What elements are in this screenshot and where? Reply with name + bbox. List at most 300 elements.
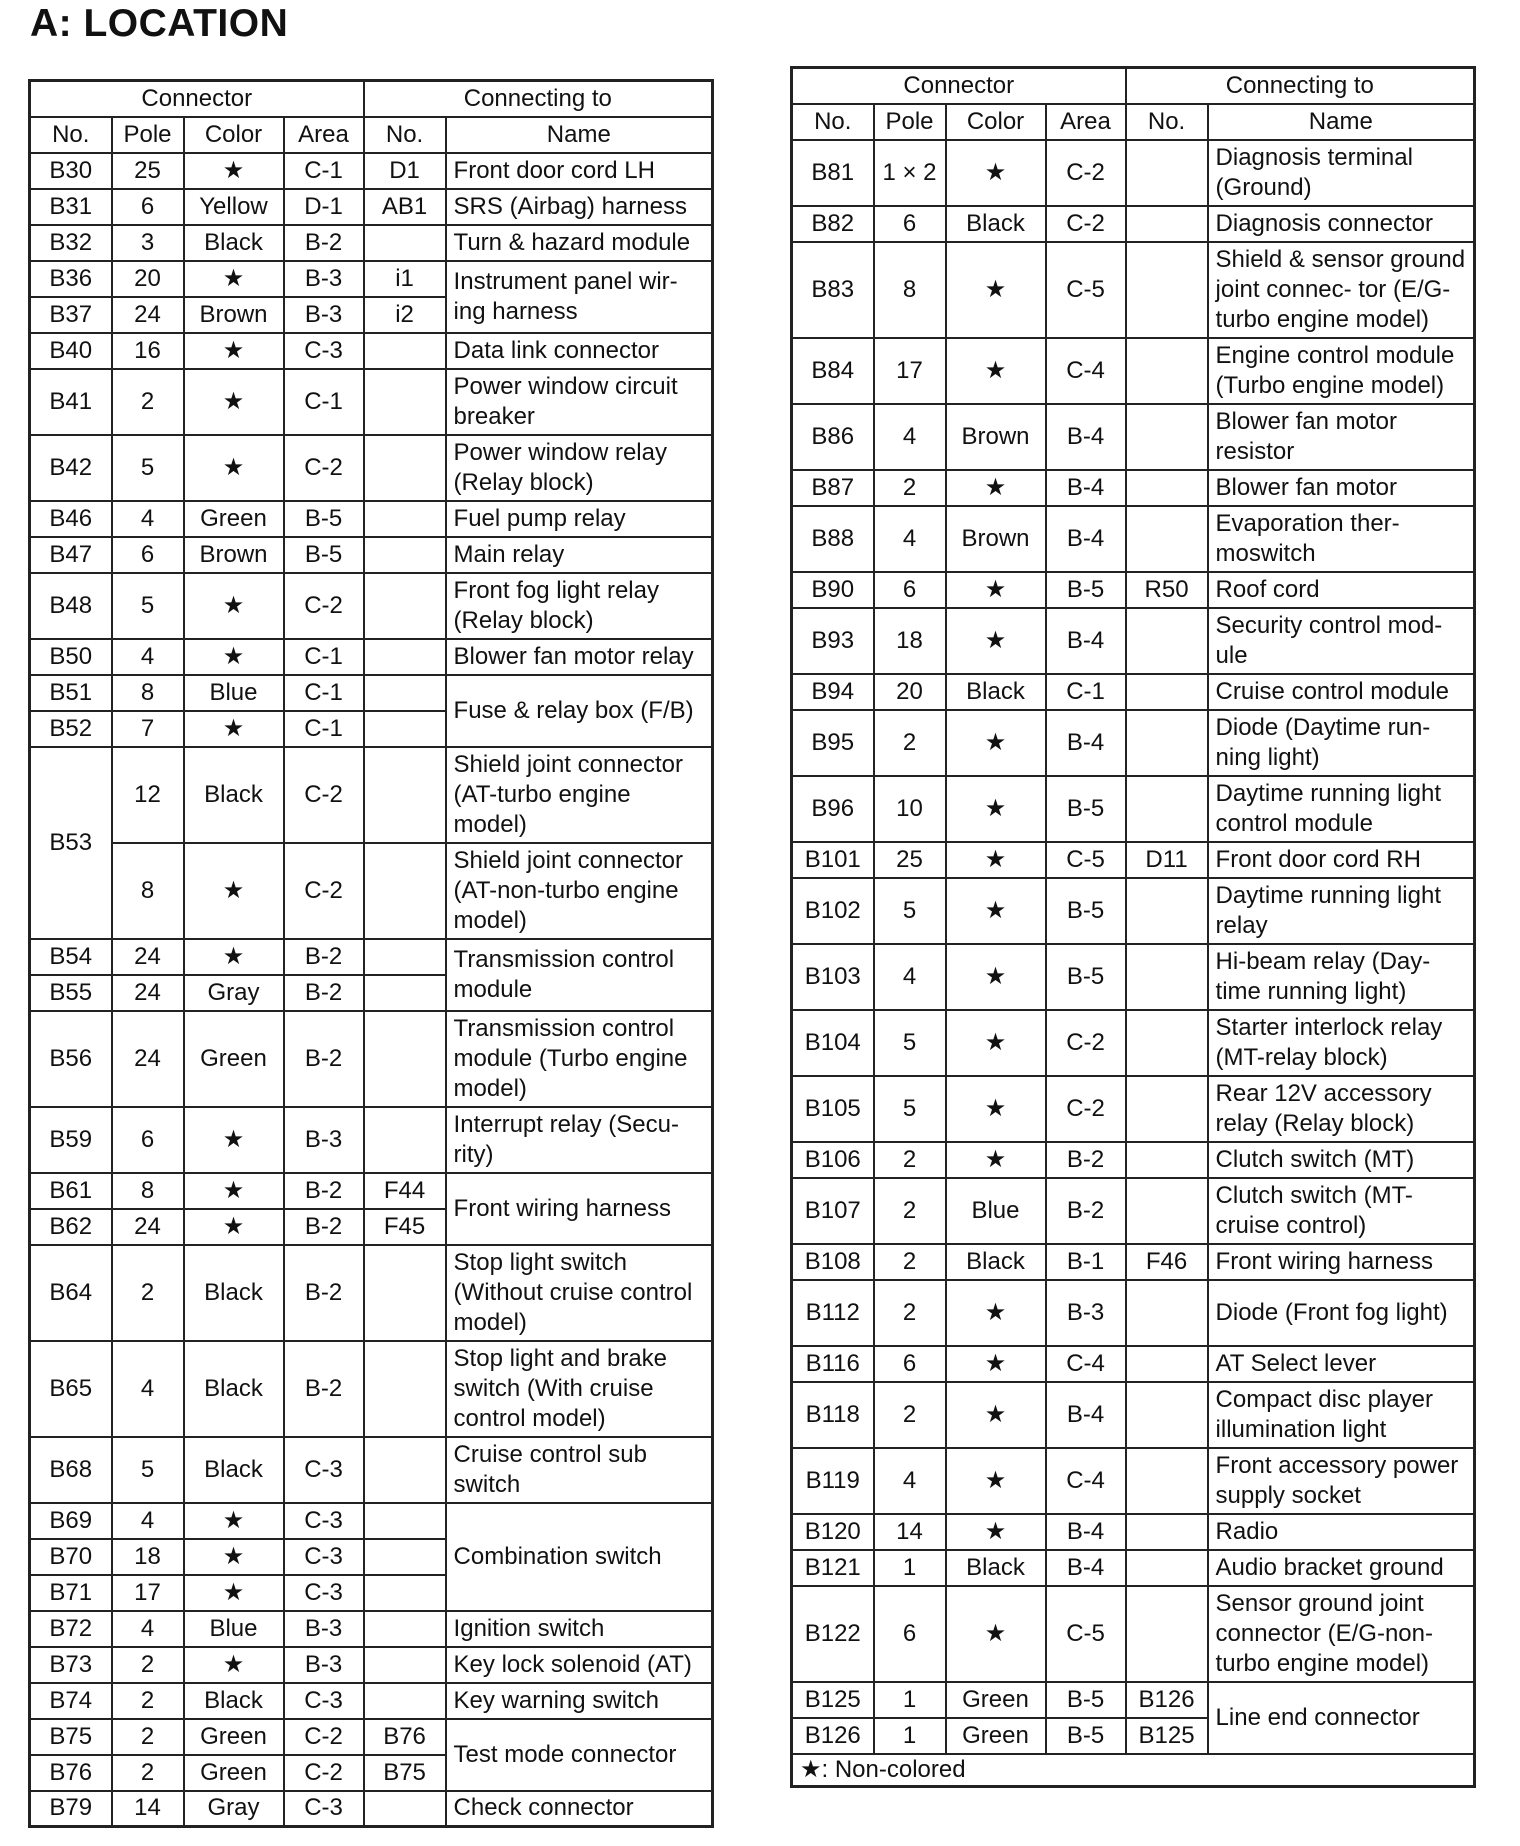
- connecting-name: Diagnosis terminal (Ground): [1208, 140, 1475, 206]
- connecting-name: Test mode connector: [446, 1719, 713, 1791]
- connecting-no: [364, 1611, 446, 1647]
- connector-color: ★: [946, 242, 1046, 338]
- table-row: [30, 1437, 713, 1503]
- pole-count: 4: [112, 501, 184, 537]
- area-code: B-2: [284, 1011, 364, 1107]
- connecting-no: [364, 675, 446, 711]
- pole-count: 24: [112, 297, 184, 333]
- connector-table-right: [790, 66, 1476, 1788]
- area-code: B-2: [284, 1245, 364, 1341]
- pole-count: 24: [112, 975, 184, 1011]
- area-code: B-2: [1046, 1178, 1126, 1244]
- connector-color: ★: [946, 1448, 1046, 1514]
- area-code: C-2: [284, 1755, 364, 1791]
- pole-count: 5: [874, 1076, 946, 1142]
- pole-count: 2: [874, 1280, 946, 1346]
- connecting-no: [1126, 140, 1208, 206]
- table-row: [792, 1448, 1475, 1514]
- col-header-pole: Pole: [874, 104, 946, 140]
- table-row: [30, 1719, 713, 1755]
- connector-color: ★: [946, 1346, 1046, 1382]
- connector-color: ★: [184, 1173, 284, 1209]
- connector-color: Black: [184, 1245, 284, 1341]
- table-row: [30, 1791, 713, 1827]
- connecting-no: [364, 1683, 446, 1719]
- connector-color: Yellow: [184, 189, 284, 225]
- connecting-no: [364, 1503, 446, 1539]
- connector-no: B93: [792, 608, 874, 674]
- connector-no: B36: [30, 261, 112, 297]
- page-title: A: LOCATION: [30, 2, 289, 45]
- connecting-name: Front fog light relay (Relay block): [446, 573, 713, 639]
- connecting-name: Fuel pump relay: [446, 501, 713, 537]
- area-code: D-1: [284, 189, 364, 225]
- connector-color: ★: [184, 843, 284, 939]
- connecting-name: Shield joint connector (AT-non-turbo engine model): [446, 843, 713, 939]
- table-row: [30, 1173, 713, 1209]
- connector-table-left: [28, 79, 714, 1828]
- area-code: B-2: [284, 1209, 364, 1245]
- area-code: C-3: [284, 333, 364, 369]
- connecting-no: [1126, 608, 1208, 674]
- area-code: C-4: [1046, 1448, 1126, 1514]
- connecting-no: [1126, 776, 1208, 842]
- area-code: C-3: [284, 1791, 364, 1827]
- connector-color: ★: [184, 153, 284, 189]
- pole-count: 6: [112, 1107, 184, 1173]
- connector-color: Brown: [946, 506, 1046, 572]
- connector-no: B94: [792, 674, 874, 710]
- table-row: [30, 1245, 713, 1341]
- connector-color: ★: [184, 1539, 284, 1575]
- pole-count: 17: [112, 1575, 184, 1611]
- connecting-name: SRS (Airbag) harness: [446, 189, 713, 225]
- connector-no: B126: [792, 1718, 874, 1754]
- pole-count: 1 × 2: [874, 140, 946, 206]
- connector-no: B41: [30, 369, 112, 435]
- pole-count: 2: [874, 470, 946, 506]
- pole-count: 2: [112, 1755, 184, 1791]
- pole-count: 6: [874, 1586, 946, 1682]
- connector-no: B86: [792, 404, 874, 470]
- connecting-name: Security control mod- ule: [1208, 608, 1475, 674]
- connector-color: ★: [184, 939, 284, 975]
- col-header-color: Color: [184, 117, 284, 153]
- area-code: C-2: [284, 435, 364, 501]
- pole-count: 24: [112, 939, 184, 975]
- area-code: B-3: [1046, 1280, 1126, 1346]
- connecting-name: Turn & hazard module: [446, 225, 713, 261]
- connector-no: B71: [30, 1575, 112, 1611]
- connector-no: B96: [792, 776, 874, 842]
- connecting-no: [1126, 1586, 1208, 1682]
- connector-no: B95: [792, 710, 874, 776]
- connecting-no: [364, 1107, 446, 1173]
- area-code: C-2: [1046, 206, 1126, 242]
- pole-count: 2: [874, 1244, 946, 1280]
- connecting-no: [1126, 242, 1208, 338]
- pole-count: 2: [874, 1142, 946, 1178]
- connecting-name: Rear 12V accessory relay (Relay block): [1208, 1076, 1475, 1142]
- pole-count: 7: [112, 711, 184, 747]
- pole-count: 18: [112, 1539, 184, 1575]
- connecting-no: [364, 975, 446, 1011]
- area-code: B-2: [284, 225, 364, 261]
- connector-no: B83: [792, 242, 874, 338]
- connecting-name: Shield & sensor ground joint connec- tor (E/G-turbo engine model): [1208, 242, 1475, 338]
- connecting-name: Transmission control module (Turbo engine model): [446, 1011, 713, 1107]
- connector-no: B102: [792, 878, 874, 944]
- table-row: [792, 1076, 1475, 1142]
- table-row: [792, 242, 1475, 338]
- pole-count: 24: [112, 1011, 184, 1107]
- area-code: C-5: [1046, 242, 1126, 338]
- connector-color: Gray: [184, 975, 284, 1011]
- connector-color: ★: [184, 639, 284, 675]
- connecting-name: Power window circuit breaker: [446, 369, 713, 435]
- table-row: [792, 1280, 1475, 1346]
- table-row: [792, 842, 1475, 878]
- col-header-name: Name: [446, 117, 713, 153]
- connector-no: B31: [30, 189, 112, 225]
- connector-no: B37: [30, 297, 112, 333]
- connector-color: ★: [184, 1575, 284, 1611]
- table-row: [30, 1611, 713, 1647]
- area-code: C-1: [284, 639, 364, 675]
- connecting-name: Hi-beam relay (Day- time running light): [1208, 944, 1475, 1010]
- connecting-no: [1126, 1010, 1208, 1076]
- connector-no: B62: [30, 1209, 112, 1245]
- area-code: B-2: [284, 975, 364, 1011]
- connector-no: B59: [30, 1107, 112, 1173]
- connector-no: B64: [30, 1245, 112, 1341]
- connector-no: B68: [30, 1437, 112, 1503]
- connector-no: B55: [30, 975, 112, 1011]
- col-header-to-no: No.: [364, 117, 446, 153]
- connecting-no: [364, 843, 446, 939]
- connecting-no: [1126, 1076, 1208, 1142]
- connector-no: B72: [30, 1611, 112, 1647]
- connecting-no: B76: [364, 1719, 446, 1755]
- connecting-name: Diagnosis connector: [1208, 206, 1475, 242]
- connector-no: B73: [30, 1647, 112, 1683]
- connector-color: Black: [184, 1341, 284, 1437]
- connector-no: B40: [30, 333, 112, 369]
- connecting-name: Engine control module (Turbo engine model): [1208, 338, 1475, 404]
- connecting-no: AB1: [364, 189, 446, 225]
- table-row: [30, 573, 713, 639]
- area-code: C-2: [1046, 1076, 1126, 1142]
- table-row: [792, 1382, 1475, 1448]
- connector-color: ★: [184, 1209, 284, 1245]
- connecting-no: [364, 1575, 446, 1611]
- pole-count: 4: [874, 506, 946, 572]
- pole-count: 2: [874, 1382, 946, 1448]
- connecting-no: [1126, 338, 1208, 404]
- area-code: C-3: [284, 1575, 364, 1611]
- table-row: [30, 747, 713, 843]
- table-row: [792, 1244, 1475, 1280]
- connecting-name: Front wiring harness: [446, 1173, 713, 1245]
- area-code: B-2: [1046, 1142, 1126, 1178]
- connecting-no: [1126, 206, 1208, 242]
- connector-no: B119: [792, 1448, 874, 1514]
- connector-color: ★: [184, 435, 284, 501]
- connecting-no: i2: [364, 297, 446, 333]
- table-row: [792, 1142, 1475, 1178]
- connector-no: B81: [792, 140, 874, 206]
- connector-group-header: Connector: [792, 68, 1126, 104]
- connector-color: ★: [946, 776, 1046, 842]
- connector-no: B107: [792, 1178, 874, 1244]
- connector-no: B90: [792, 572, 874, 608]
- pole-count: 4: [112, 639, 184, 675]
- connector-color: ★: [946, 944, 1046, 1010]
- table-row: [792, 608, 1475, 674]
- connecting-no: B126: [1126, 1682, 1208, 1718]
- connecting-no: F45: [364, 1209, 446, 1245]
- connecting-name: Transmission control module: [446, 939, 713, 1011]
- connecting-name: Diode (Front fog light): [1208, 1280, 1475, 1346]
- connector-color: ★: [184, 1503, 284, 1539]
- connector-color: ★: [184, 711, 284, 747]
- col-header-to-no: No.: [1126, 104, 1208, 140]
- connector-no: B54: [30, 939, 112, 975]
- connector-no: B118: [792, 1382, 874, 1448]
- connecting-name: Radio: [1208, 1514, 1475, 1550]
- area-code: B-4: [1046, 506, 1126, 572]
- connector-color: ★: [184, 369, 284, 435]
- col-header-pole: Pole: [112, 117, 184, 153]
- connector-color: Black: [946, 674, 1046, 710]
- area-code: C-2: [284, 573, 364, 639]
- connector-color: ★: [946, 338, 1046, 404]
- area-code: C-1: [284, 369, 364, 435]
- pole-count: 6: [112, 189, 184, 225]
- pole-count: 4: [874, 1448, 946, 1514]
- connecting-no: [364, 1011, 446, 1107]
- connector-no: B106: [792, 1142, 874, 1178]
- connector-no: B50: [30, 639, 112, 675]
- connecting-name: Line end connector: [1208, 1682, 1475, 1754]
- connecting-no: [364, 501, 446, 537]
- connector-no: B120: [792, 1514, 874, 1550]
- col-header-area: Area: [1046, 104, 1126, 140]
- connector-color: Gray: [184, 1791, 284, 1827]
- connector-no: B42: [30, 435, 112, 501]
- table-row: [792, 1010, 1475, 1076]
- connector-no: B88: [792, 506, 874, 572]
- connector-no: B32: [30, 225, 112, 261]
- pole-count: 24: [112, 1209, 184, 1245]
- area-code: C-3: [284, 1503, 364, 1539]
- pole-count: 4: [112, 1503, 184, 1539]
- connector-no: B122: [792, 1586, 874, 1682]
- connecting-no: i1: [364, 261, 446, 297]
- connector-color: ★: [946, 608, 1046, 674]
- connector-color: Black: [184, 1437, 284, 1503]
- connecting-no: [364, 1647, 446, 1683]
- connecting-no: [364, 1539, 446, 1575]
- table-row: [792, 140, 1475, 206]
- table-row: [30, 333, 713, 369]
- area-code: C-2: [284, 747, 364, 843]
- pole-count: 14: [874, 1514, 946, 1550]
- pole-count: 4: [112, 1611, 184, 1647]
- connector-color: Black: [184, 1683, 284, 1719]
- table-row: [30, 501, 713, 537]
- connector-no: B105: [792, 1076, 874, 1142]
- connector-color: ★: [946, 1010, 1046, 1076]
- area-code: C-2: [1046, 140, 1126, 206]
- legend-note: ★: Non-colored: [792, 1754, 1475, 1787]
- table-row: [30, 939, 713, 975]
- pole-count: 4: [874, 944, 946, 1010]
- connecting-no: [364, 1437, 446, 1503]
- area-code: C-2: [284, 1719, 364, 1755]
- area-code: C-4: [1046, 338, 1126, 404]
- table-row: [792, 878, 1475, 944]
- connecting-name: Clutch switch (MT): [1208, 1142, 1475, 1178]
- connector-color: ★: [946, 1514, 1046, 1550]
- connector-color: Green: [946, 1718, 1046, 1754]
- connector-no: B104: [792, 1010, 874, 1076]
- pole-count: 2: [112, 1647, 184, 1683]
- table-row: [792, 506, 1475, 572]
- connecting-no: [364, 1245, 446, 1341]
- pole-count: 25: [112, 153, 184, 189]
- pole-count: 25: [874, 842, 946, 878]
- pole-count: 2: [112, 369, 184, 435]
- connecting-no: F44: [364, 1173, 446, 1209]
- connector-color: ★: [946, 1280, 1046, 1346]
- area-code: B-5: [1046, 776, 1126, 842]
- connector-color: ★: [946, 1382, 1046, 1448]
- pole-count: 20: [112, 261, 184, 297]
- pole-count: 6: [112, 537, 184, 573]
- connecting-name: Key lock solenoid (AT): [446, 1647, 713, 1683]
- table-row: [792, 1550, 1475, 1586]
- connecting-no: B75: [364, 1755, 446, 1791]
- connecting-name: Interrupt relay (Secu- rity): [446, 1107, 713, 1173]
- connecting-name: Data link connector: [446, 333, 713, 369]
- connecting-to-group-header: Connecting to: [1126, 68, 1475, 104]
- pole-count: 1: [874, 1718, 946, 1754]
- connector-no: B121: [792, 1550, 874, 1586]
- table-row: [30, 1341, 713, 1437]
- table-row: [792, 776, 1475, 842]
- connector-color: Brown: [184, 537, 284, 573]
- pole-count: 6: [874, 206, 946, 242]
- connector-no: B108: [792, 1244, 874, 1280]
- connecting-name: Check connector: [446, 1791, 713, 1827]
- connecting-no: [1126, 404, 1208, 470]
- connector-color: Black: [946, 1244, 1046, 1280]
- connecting-name: Blower fan motor: [1208, 470, 1475, 506]
- area-code: B-5: [1046, 944, 1126, 1010]
- area-code: B-5: [1046, 572, 1126, 608]
- connector-no: B79: [30, 1791, 112, 1827]
- connector-no: B48: [30, 573, 112, 639]
- area-code: B-5: [1046, 1682, 1126, 1718]
- connecting-name: Blower fan motor resistor: [1208, 404, 1475, 470]
- connecting-name: Front door cord LH: [446, 153, 713, 189]
- area-code: C-3: [284, 1539, 364, 1575]
- connecting-no: [364, 1341, 446, 1437]
- connector-color: Blue: [946, 1178, 1046, 1244]
- connecting-no: [1126, 944, 1208, 1010]
- area-code: B-3: [284, 1647, 364, 1683]
- pole-count: 20: [874, 674, 946, 710]
- connecting-no: [364, 1791, 446, 1827]
- pole-count: 17: [874, 338, 946, 404]
- connector-no: B75: [30, 1719, 112, 1755]
- table-row: [792, 1514, 1475, 1550]
- connecting-no: [1126, 710, 1208, 776]
- connecting-no: [1126, 1142, 1208, 1178]
- connecting-name: Stop light switch (Without cruise control model): [446, 1245, 713, 1341]
- col-header-no: No.: [792, 104, 874, 140]
- connecting-name: Daytime running light control module: [1208, 776, 1475, 842]
- area-code: B-2: [284, 1173, 364, 1209]
- connector-color: ★: [184, 1107, 284, 1173]
- connector-no: B101: [792, 842, 874, 878]
- connector-color: ★: [946, 1142, 1046, 1178]
- connector-no: B46: [30, 501, 112, 537]
- connector-color: Black: [946, 206, 1046, 242]
- connector-color: Green: [184, 1011, 284, 1107]
- area-code: B-4: [1046, 404, 1126, 470]
- pole-count: 5: [112, 435, 184, 501]
- table-row: [792, 206, 1475, 242]
- connector-color: Black: [946, 1550, 1046, 1586]
- connector-no: B74: [30, 1683, 112, 1719]
- connecting-no: [1126, 1280, 1208, 1346]
- pole-count: 5: [874, 878, 946, 944]
- connector-no: B65: [30, 1341, 112, 1437]
- connecting-name: Diode (Daytime run- ning light): [1208, 710, 1475, 776]
- pole-count: 2: [112, 1245, 184, 1341]
- connecting-name: Front wiring harness: [1208, 1244, 1475, 1280]
- table-row: [30, 1647, 713, 1683]
- area-code: C-1: [1046, 674, 1126, 710]
- connecting-name: Front accessory power supply socket: [1208, 1448, 1475, 1514]
- pole-count: 1: [874, 1682, 946, 1718]
- table-row: [792, 572, 1475, 608]
- connecting-name: Ignition switch: [446, 1611, 713, 1647]
- connecting-name: Stop light and brake switch (With cruise control model): [446, 1341, 713, 1437]
- connecting-name: Roof cord: [1208, 572, 1475, 608]
- connecting-no: [1126, 1550, 1208, 1586]
- connector-color: Blue: [184, 1611, 284, 1647]
- connecting-name: Blower fan motor relay: [446, 639, 713, 675]
- connector-no: B116: [792, 1346, 874, 1382]
- connecting-name: Combination switch: [446, 1503, 713, 1611]
- connector-color: ★: [184, 573, 284, 639]
- pole-count: 2: [874, 1178, 946, 1244]
- pole-count: 12: [112, 747, 184, 843]
- table-row: [792, 674, 1475, 710]
- connecting-no: [1126, 674, 1208, 710]
- connector-no: B112: [792, 1280, 874, 1346]
- connector-color: ★: [184, 261, 284, 297]
- connecting-no: [364, 369, 446, 435]
- pole-count: 2: [874, 710, 946, 776]
- table-row: [30, 537, 713, 573]
- connecting-no: R50: [1126, 572, 1208, 608]
- connector-no: B82: [792, 206, 874, 242]
- connecting-name: Instrument panel wir- ing harness: [446, 261, 713, 333]
